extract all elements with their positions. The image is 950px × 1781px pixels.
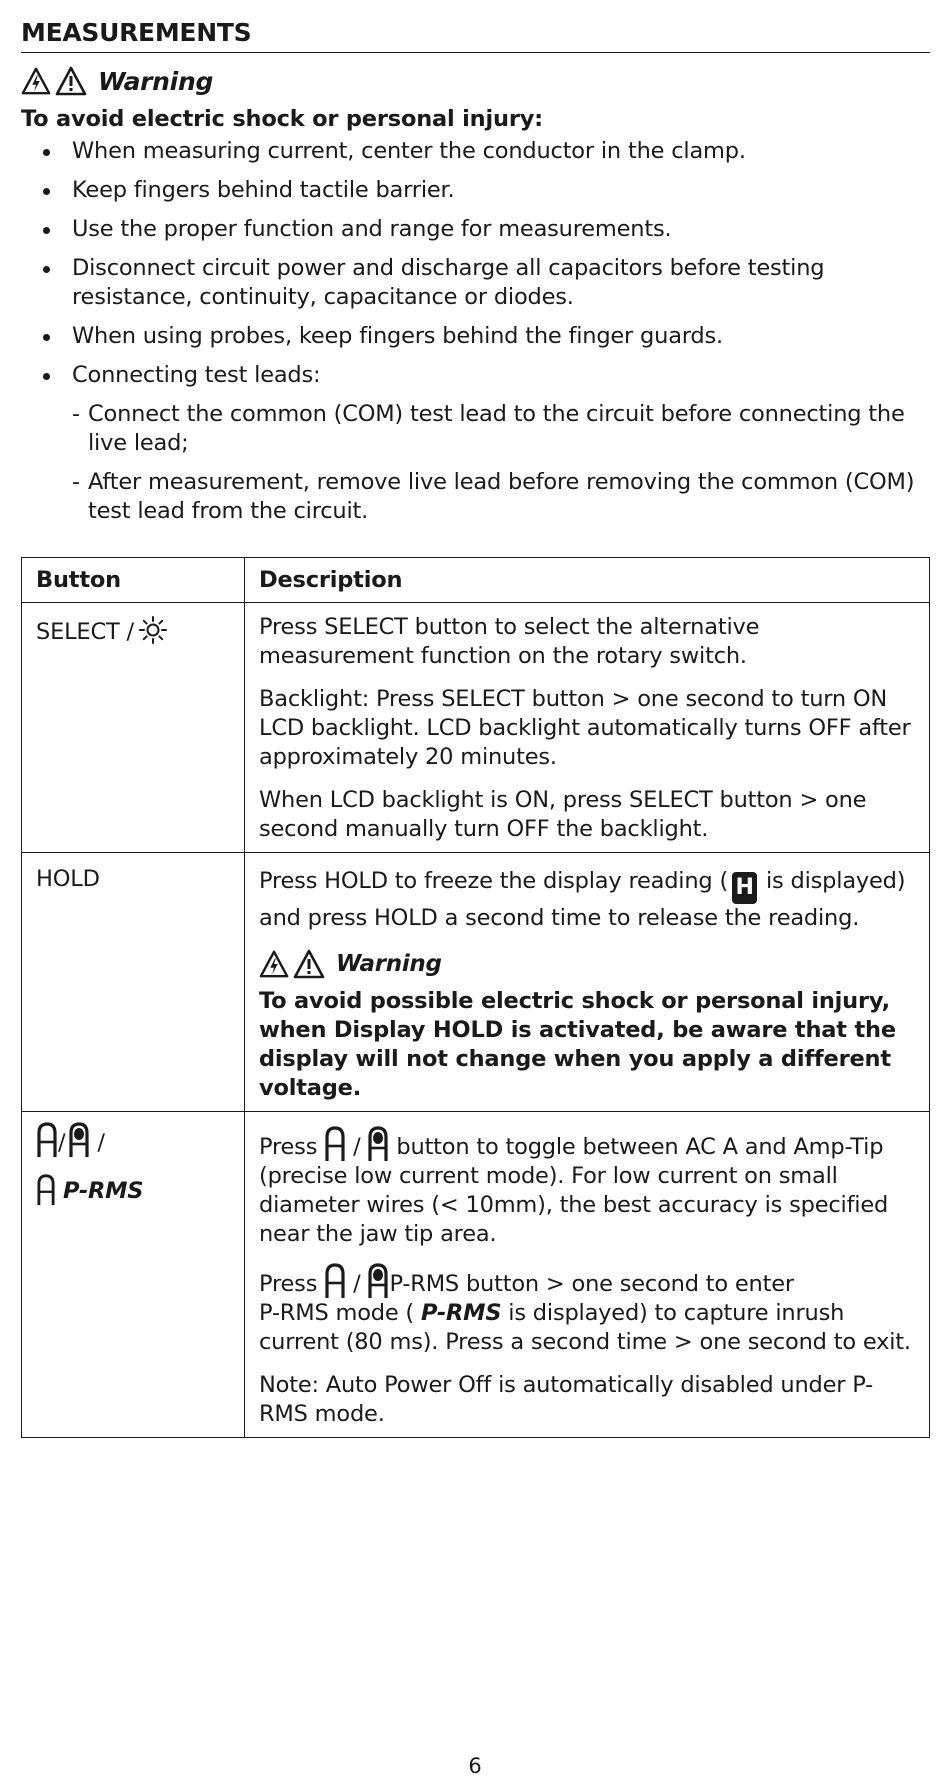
warning-intro: To avoid electric shock or personal injury:	[21, 106, 543, 132]
warning-bullet-list	[21, 137, 930, 390]
prms-description	[259, 1263, 915, 1357]
clamp-icon	[36, 1122, 58, 1158]
amp-tip-clamp-icon	[367, 1126, 389, 1162]
warning-label: Warning	[98, 66, 214, 96]
column-header-description: Description	[245, 558, 930, 603]
electric-shock-warning-icon	[21, 66, 51, 96]
prms-button	[36, 1173, 230, 1209]
separator: /	[353, 1134, 361, 1160]
description-cell	[245, 603, 930, 853]
hold-description	[259, 867, 915, 933]
clamp-icon	[324, 1263, 346, 1299]
test-lead-sub-list	[21, 400, 930, 526]
section-title: MEASUREMENTS	[21, 18, 930, 53]
sub-bullet-item: - After measurement, remove live lead before removing the common (COM) test lead from the circuit.	[21, 468, 930, 526]
hold-warning-header	[259, 947, 915, 981]
amp-tip-clamp-icon	[68, 1122, 90, 1158]
clamp-icon	[36, 1174, 56, 1206]
press-text: Press	[259, 1271, 318, 1297]
page-number: 6	[468, 1754, 482, 1778]
prms-text-a: P-RMS button > one second to enter	[389, 1271, 794, 1297]
clamp-icon	[324, 1126, 346, 1162]
bullet-item: Connecting test leads:	[21, 361, 930, 390]
prms-text-c: is displayed) to capture inrush current (80 ms). Press a second time > one second to exit.	[259, 1300, 911, 1355]
sun-icon	[138, 615, 168, 645]
button-cell	[22, 1112, 245, 1438]
prms-text-b: P-RMS mode (	[259, 1300, 415, 1326]
toggle-text: button to toggle between AC A and Amp-Tip (precise low current mode). For low current on small diameter wires (< 10mm), the best accuracy is specified near the jaw tip area.	[259, 1134, 889, 1247]
table-row	[22, 603, 930, 853]
backlight-off-description: When LCD backlight is ON, press SELECT button > one second manually turn OFF the backlight.	[259, 787, 867, 842]
separator: /	[58, 1130, 66, 1156]
hold-button-label: HOLD	[36, 866, 100, 892]
hold-warning-text: To avoid possible electric shock or personal injury, when Display HOLD is activated, be aware that the display will not change when you apply a different voltage.	[259, 988, 896, 1101]
bullet-item: Keep fingers behind tactile barrier.	[21, 176, 930, 205]
button-cell	[22, 853, 245, 1112]
bullet-item: Disconnect circuit power and discharge all capacitors before testing resistance, continuity, capacitance or diodes.	[21, 254, 930, 312]
electric-shock-warning-icon	[259, 949, 289, 979]
select-button-label: SELECT /	[36, 619, 134, 645]
hold-text-b: is displayed) and press HOLD a second time to release the reading.	[259, 868, 906, 931]
backlight-description: Backlight: Press SELECT button > one second to turn ON LCD backlight. LCD backlight automatically turns OFF after approximately 20 minutes.	[259, 686, 911, 770]
amp-tip-clamp-icon	[367, 1263, 389, 1299]
auto-power-off-note: Note: Auto Power Off is automatically disabled under P-RMS mode.	[259, 1372, 874, 1427]
table-header-row	[22, 558, 930, 603]
prms-label: P-RMS	[62, 1178, 144, 1204]
bullet-item: When using probes, keep fingers behind the finger guards.	[21, 322, 930, 351]
warning-label: Warning	[336, 950, 442, 977]
hold-text-a: Press HOLD to freeze the display reading (	[259, 868, 729, 894]
table-row	[22, 853, 930, 1112]
caution-triangle-icon	[54, 66, 88, 96]
sub-bullet-item: - Connect the common (COM) test lead to the circuit before connecting the live lead;	[21, 400, 930, 458]
caution-triangle-icon	[292, 949, 326, 979]
select-description: Press SELECT button to select the alternative measurement function on the rotary switch.	[259, 614, 760, 669]
bullet-item: Use the proper function and range for measurements.	[21, 215, 930, 244]
measurements-section	[21, 18, 930, 536]
bullet-item: When measuring current, center the conductor in the clamp.	[21, 137, 930, 166]
prms-indicator: P-RMS	[420, 1300, 502, 1326]
description-cell	[245, 1112, 930, 1438]
description-cell	[245, 853, 930, 1112]
separator: /	[97, 1130, 105, 1156]
warning-header	[21, 63, 930, 99]
hold-indicator-icon: H	[732, 872, 757, 904]
separator: /	[353, 1271, 361, 1297]
button-cell	[22, 603, 245, 853]
toggle-description	[259, 1126, 915, 1249]
press-text: Press	[259, 1134, 318, 1160]
column-header-button: Button	[22, 558, 245, 603]
table-row	[22, 1112, 930, 1438]
button-description-table	[21, 557, 930, 1438]
clamp-buttons	[36, 1122, 230, 1161]
